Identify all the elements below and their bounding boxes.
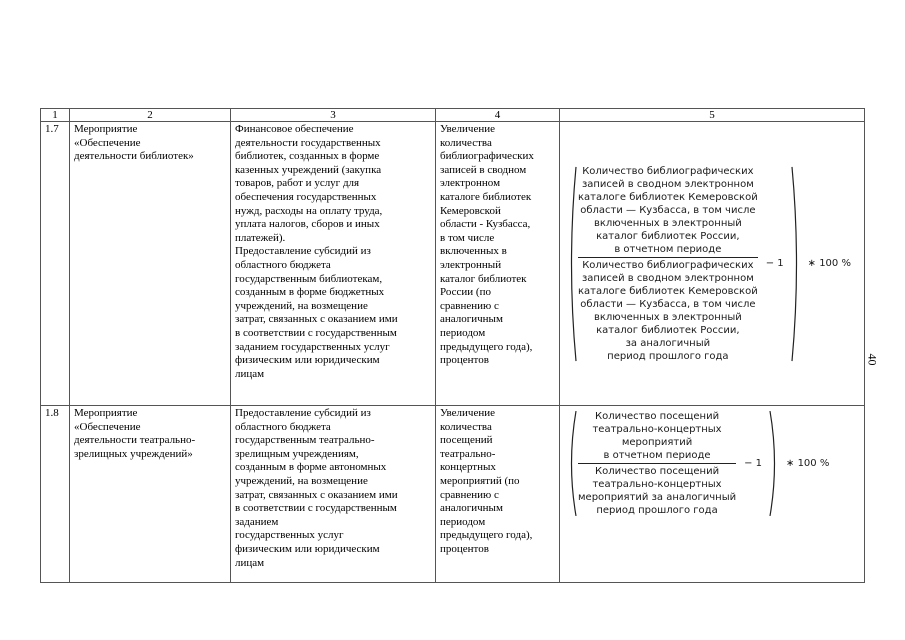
- right-paren: [790, 165, 802, 363]
- formula-cell: [560, 406, 865, 583]
- formula: [566, 165, 858, 363]
- table-row: [41, 406, 865, 583]
- formula-cell: [560, 122, 865, 406]
- minus-one: − 1: [744, 457, 763, 469]
- fraction-line: [578, 257, 758, 258]
- fraction: [578, 165, 758, 363]
- indicator-name: Увеличение количества посещений театрально- концертных мероприятий (по сравнению с аналогичным периодом предыдущего года), процентов: [436, 406, 560, 583]
- numerator: Количество библиографических записей в сводном электронном каталоге библиотек Кемеровской области — Кузбасса, в том числе включенных в электронный каталог библиотек России, в отчетном периоде: [578, 165, 758, 255]
- minus-one: − 1: [765, 257, 784, 269]
- page-number: 40: [865, 353, 880, 366]
- row-number: 1.7: [41, 122, 70, 406]
- header-row: [41, 109, 865, 122]
- fraction: [578, 410, 736, 517]
- multiplier: ∗ 100 %: [807, 257, 851, 269]
- denominator: Количество библиографических записей в сводном электронном каталоге библиотек Кемеровской области — Кузбасса, в том числе включенных в электронный каталог библиотек России, за аналогичный период прошлого года: [578, 259, 758, 362]
- header-cell-1: 1: [41, 109, 70, 122]
- indicators-table: [40, 108, 865, 583]
- header-cell-2: 2: [70, 109, 231, 122]
- fraction-line: [578, 463, 736, 464]
- left-paren: [566, 165, 578, 363]
- right-paren: [768, 410, 780, 517]
- denominator: Количество посещений театрально-концертных мероприятий за аналогичный период прошлого года: [578, 466, 737, 516]
- indicator-name: Увеличение количества библиографических записей в сводном электронном каталоге библиотек Кемеровской области - Кузбасса, в том числе включенных в электронный каталог библиотек России (по сравнению с аналогичным периодом предыдущего года), процентов: [436, 122, 560, 406]
- header-cell-5: 5: [560, 109, 865, 122]
- multiplier: ∗ 100 %: [786, 457, 830, 469]
- event-name: Мероприятие «Обеспечение деятельности библиотек»: [70, 122, 231, 406]
- header-cell-4: 4: [436, 109, 560, 122]
- event-description: Предоставление субсидий из областного бюджета государственным театрально- зрелищным учреждениям, созданным в форме автономных учреждений, на возмещение затрат, связанных с оказанием ими в соответствии с государственным заданием государственных услуг физическим или юридическим лицам: [231, 406, 436, 583]
- event-name: Мероприятие «Обеспечение деятельности театрально- зрелищных учреждений»: [70, 406, 231, 583]
- left-paren: [566, 410, 578, 517]
- table-row: [41, 122, 865, 406]
- event-description: Финансовое обеспечение деятельности государственных библиотек, созданных в форме казенных учреждений (закупка товаров, работ и услуг для обеспечения государственных нужд, расходы на оплату труда, уплата налогов, сборов и иных платежей). Предоставление субсидий из областного бюджета государственным библиотекам, созданным в форме бюджетных учреждений, на возмещение затрат, связанных с оказанием ими в соответствии с государственным заданием государственных услуг физическим или юридическим лицам: [231, 122, 436, 406]
- row-number: 1.8: [41, 406, 70, 583]
- header-cell-3: 3: [231, 109, 436, 122]
- numerator: Количество посещений театрально-концертных мероприятий в отчетном периоде: [592, 411, 722, 461]
- formula: [566, 410, 858, 517]
